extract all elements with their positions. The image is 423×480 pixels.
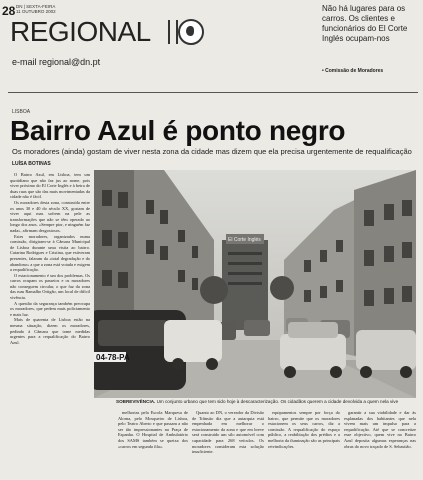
article-headline: Bairro Azul é ponto negro	[10, 115, 346, 146]
body-column-3	[192, 410, 264, 478]
body-paragraph: A questão da segurança também preocupa os moradores, que pedem mais policiamento e mais luz.	[10, 300, 90, 317]
body-paragraph: Quanto ao DN, o vereador da Divisão de Trânsito diz que a autarquia está empenhada em melhorar o estacionamento da zona e que em breve será construído um silo automóvel com capacidade para 268 veículos. Os moradores consideram esta solução insuficiente.	[192, 410, 264, 455]
article-rubric: LISBOA	[12, 109, 31, 115]
body-column-5	[344, 410, 416, 478]
body-column-2	[118, 410, 188, 478]
caption-text: Um conjunto urbano que tem sido hoje à descaracterização. Os cidadãos querem a cidade devolvida a quem nela vive	[156, 399, 399, 404]
photo-caption	[116, 399, 416, 404]
article-lead: Os moradores (ainda) gostam de viver nesta zona da cidade mas dizem que ela precisa urgentemente de requalificação	[12, 147, 412, 156]
body-paragraph: O estacionamento é um dos problemas. Os carros ocupam os passeios e os moradores não conseguem circular, o que faz da zona das ruas Ramalho Ortigão, um local de difícil vivência.	[10, 272, 90, 301]
meta-line-1: DN | SEXTA-FEIRA	[16, 4, 56, 9]
meta-line-2: 11 OUTUBRO 2002	[16, 9, 56, 14]
article-photo	[94, 170, 416, 398]
page-number: 28	[2, 4, 16, 18]
photo-license-plate: 04-78-PA	[96, 353, 130, 362]
body-paragraph: Estes moradores, organizados numa comissão, dirigiram-se à Câmara Municipal de Lisboa durante uma visita ao bairro. Catarina Rodrigues e Cristina, que estiveram presentes, falaram da «total degradação e do abandono» a que a zona está votada e exigem a requalificação.	[10, 233, 90, 273]
teaser-quote: Não há lugares para os carros. Os clientes e funcionários do El Corte Inglés ocupam-nos	[322, 4, 408, 43]
street-photo-illustration	[94, 170, 416, 398]
section-title: REGIONAL	[10, 16, 151, 47]
body-paragraph: garantir a sua viabilidade e dar às esplanadas dos habitantes que nela vivem mais um impulso para a requalificação. Até que se concretize esse objectivo, quem vive no Bairro Azul deposita algumas esperanças nas obras do novo traçado de S. Sebastião.	[344, 410, 416, 449]
body-paragraph: Mais de quarenta de Lisboa estão na mesma situação, dizem os moradores, pedindo à Câmara que tome medidas urgentes para a requalificação do Bairro Azul.	[10, 317, 90, 345]
teaser-source: • Comissão de Moradores	[322, 68, 384, 74]
body-column-4	[268, 410, 340, 478]
page-date	[16, 4, 56, 14]
photo-store-sign: El Corte Inglés	[228, 237, 261, 243]
body-paragraph: O Bairro Azul, em Lisboa, tem um quotidiano que não faz jus ao nome, pois viver próximo do El Corte Inglés e à beira de duas ruas que são das mais movimentadas da cidade não é fácil.	[10, 172, 90, 200]
caption-label: SOBREVIVÊNCIA.	[116, 399, 156, 404]
body-column-1	[10, 172, 90, 477]
section-email: e-mail regional@dn.pt	[12, 57, 101, 67]
body-paragraph: equipamentos sempre por força do bairro, que permite que os moradores estacionem os seus carros, diz a comissão. A requalificação do espaço público, a reabilitação dos prédios e a melhoria da iluminação são as principais reivindicações.	[268, 410, 340, 449]
section-divider	[168, 20, 178, 44]
page-header	[0, 0, 423, 92]
dn-logo-icon	[178, 19, 204, 45]
header-rule	[8, 92, 418, 93]
article-byline: LUÍSA BOTINAS	[12, 161, 51, 167]
body-paragraph: melhorias pela Escola Marquesa de Alorna, pelo Mosqueiro de Lisboa, pelo Teatro Aberto e que passam a não ser tão impressionantes na Praça de Espanha. O Hospital de Ambulatório dos SAMS também se queixa dos «carros em segunda fila».	[118, 410, 188, 449]
body-paragraph: Os moradores desta zona, construída entre os anos 30 e 40 do século XX, gostam de viver aqui mas sofrem na pele as transformações que não se têm operado ao longo dos anos. «Sempre pior, e ninguém faz nada», afirmam desgostosos.	[10, 199, 90, 233]
